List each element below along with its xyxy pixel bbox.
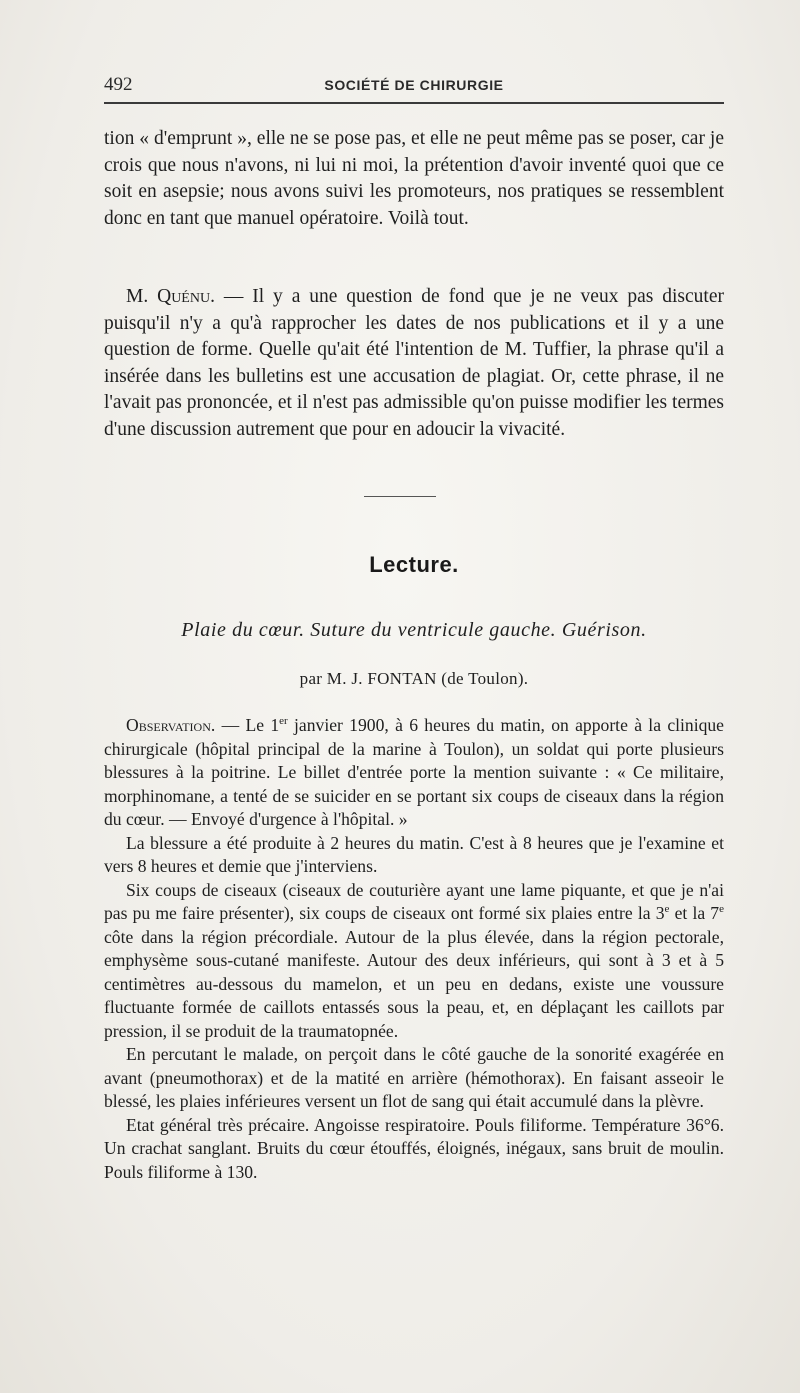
observation-paragraph: La blessure a été produite à 2 heures du matin. C'est à 8 heures que je l'examine et vers 8 heures et demie que j'interviens. [104, 832, 724, 876]
observation-text: Six coups de ciseaux (ciseaux de couturière ayant une lame piquante, et que je n'ai pas pu me faire présenter), six coups de ciseaux ont formé six plaies entre la 3 [104, 879, 724, 923]
paragraph-continuation [104, 126, 724, 232]
page-number: 492 [104, 74, 133, 95]
speaker-name: M. Quénu. [126, 286, 215, 307]
observation-paragraph [104, 879, 724, 1044]
section-separator [364, 496, 436, 497]
page-header [104, 74, 724, 96]
observation-text: côte dans la région précordiale. Autour de la plus élevée, dans la région pectorale, emphysème sous-cutané manifeste. Autour des deux inférieurs, qui sont à 3 et à 5 centimètres au-dessous du mamelon, et un peu en dedans, existe une voussure fluctuante formée de caillots entassés sous la peau, et, en déplaçant les caillots par pression, il se produit de la traumatopnée. [104, 926, 724, 1041]
paragraph-text: — Il y a une question de fond que je ne veux pas discuter puisqu'il n'y a qu'à rapprocher les dates de nos publications et il y a une question de forme. Quelle qu'ait été l'intention de M. Tuffier, la phrase qu'il a insérée dans les bulletins est une accusation de plagiat. Or, cette phrase, il ne l'avait pas prononcée, et il n'est pas admissible qu'on puisse modifier les termes d'une discussion autrement que pour en adoucir la vivacité. [104, 286, 724, 440]
observation-paragraph: En percutant le malade, on perçoit dans le côté gauche de la sonorité exagérée en avant (pneumothorax) et de la matité en arrière (hémothorax). En faisant asseoir le blessé, les plaies inférieures versent un flot de sang qui était accumulé dans la plèvre. [104, 1044, 724, 1111]
observation-label: Observation. [126, 715, 216, 735]
header-rule [104, 102, 724, 104]
paragraph-body [104, 284, 724, 443]
observation-paragraph [104, 714, 724, 832]
running-title: SOCIÉTÉ DE CHIRURGIE [324, 77, 504, 93]
section-heading: Lecture. [369, 552, 459, 577]
paragraph-quenu [104, 284, 724, 443]
observation-paragraph: Etat général très précaire. Angoisse respiratoire. Pouls filiforme. Température 36°6. Un crachat sanglant. Bruits du cœur étouffés, éloignés, inégaux, sans bruit de moulin. Pouls filiforme à 130. [104, 1114, 724, 1182]
superscript: e [664, 903, 670, 916]
superscript: er [279, 715, 288, 728]
observation-text: et la 7 [669, 903, 720, 923]
paragraph-text: tion « d'emprunt », elle ne se pose pas, et elle ne peut même pas se poser, car je crois que nous n'avons, ni lui ni moi, la prétention d'avoir inventé quoi que ce soit en asepsie; nous avons suivi les promoteurs, nos pratiques se ressemblent donc en tant que manuel opératoire. Voilà tout. [104, 128, 724, 229]
superscript: e [719, 903, 724, 916]
observation-text: janvier 1900, à 6 heures du matin, on apporte à la clinique chirurgicale (hôpital principal de la marine à Toulon), un soldat qui porte plusieurs blessures à la poitrine. Le billet d'entrée porte la mention suivante : « Ce militaire, morphinomane, a tenté de se suicider en se portant six coups de ciseaux dans la région du cœur. — Envoyé d'urgence à l'hôpital. » [104, 715, 724, 829]
observation-section [104, 714, 724, 1184]
article-title: Plaie du cœur. Suture du ventricule gauche. Guérison. [181, 619, 647, 641]
observation-text: — Le 1 [215, 715, 280, 735]
byline: par M. J. FONTAN (de Toulon). [299, 669, 529, 688]
